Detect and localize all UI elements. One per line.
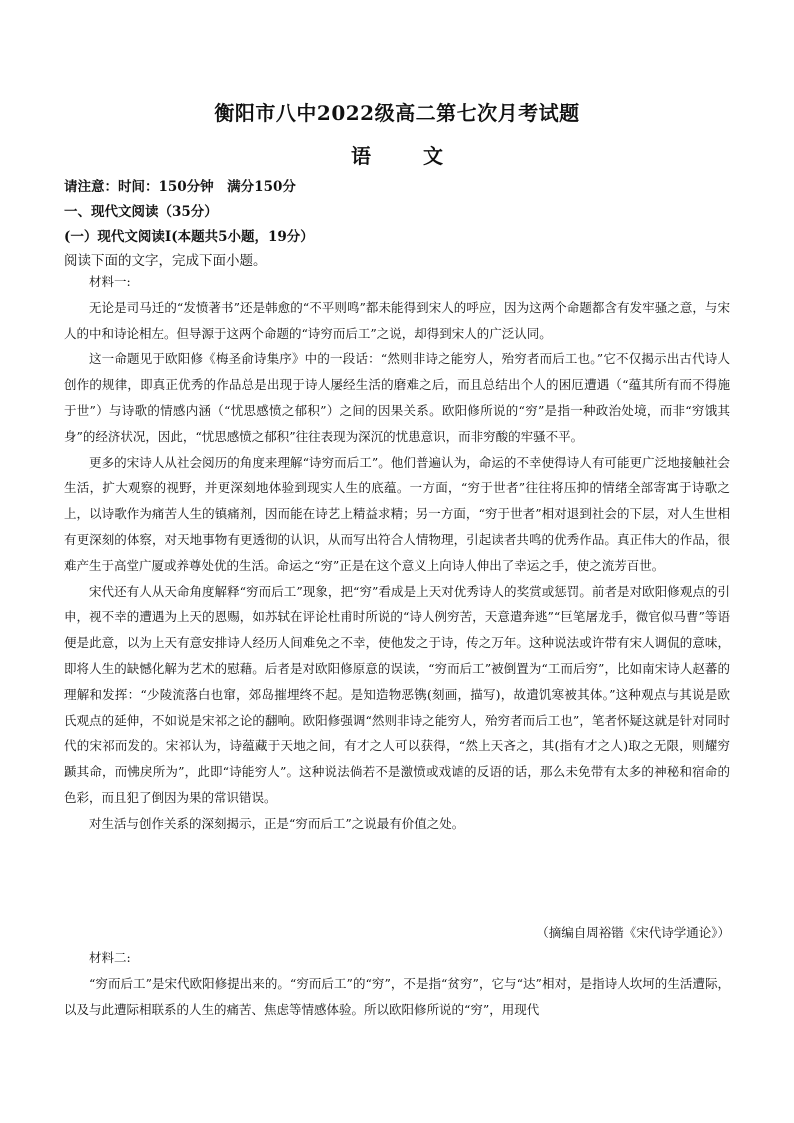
material-two (64, 945, 730, 1022)
paragraph: 更多的宋诗人从社会阅历的角度来理解“诗穷而后工”。他们普遍认为，命运的不幸使得诗人有可能更广泛地接触社会生活，扩大观察的视野，并更深刻地体验到现实人生的底蕴。一方面，“穷于世者”往往将压抑的情绪全部寄寓于诗歌之上，以诗歌作为痛苦人生的镇痛剂，因而能在诗艺上精益求精；另一方面，“穷于世者”相对退到社会的下层，对人生世相有更深刻的体察，对天地事物有更透彻的认识，从而写出符合人情物理，引起读者共鸣的优秀作品。真正伟大的作品，很难产生于高堂广厦或养尊处优的生活。命运之“穷”正是在这个意义上向诗人伸出了幸运之手，使之流芳百世。 (64, 454, 730, 573)
subject-title: 语 文 (351, 144, 459, 168)
reading-instruction: 阅读下面的文字，完成下面小题。 (64, 253, 267, 269)
subsection-heading: (一）现代文阅读Ⅰ(本题共5小题，19分） (64, 229, 314, 245)
exam-title: 衡阳市八中2022级高二第七次月考试题 (214, 101, 580, 125)
paragraph: “穷而后工”是宋代欧阳修提出来的。“穷而后工”的“穷”，不是指“贫穷”，它与“达”相对，是指诗人坎坷的生活遭际，以及与此遭际相联系的人生的痛苦、焦虑等情感体验。所以欧阳修所说的“穷”，用现代 (64, 975, 730, 1017)
section-heading: 一、现代文阅读（35分） (64, 204, 218, 220)
material-label: 材料一: (89, 274, 131, 289)
paragraph: 无论是司马迁的“发愤著书”还是韩愈的“不平则鸣”都未能得到宋人的呼应，因为这两个命题都含有发牢骚之意，与宋人的中和诗论相左。但导源于这两个命题的“诗穷而后工”之说，却得到宋人的广泛认同。 (64, 299, 730, 341)
exam-notice: 请注意：时间：150分钟 满分150分 (64, 179, 296, 195)
material-one (64, 269, 730, 837)
material-source: （摘编自周裕锴《宋代诗学通论》） (536, 925, 730, 940)
paragraph: 对生活与创作关系的深刻揭示，正是“穷而后工”之说最有价值之处。 (89, 815, 465, 831)
paragraph: 这一命题见于欧阳修《梅圣俞诗集序》中的一段话：“然则非诗之能穷人，殆穷者而后工也。”它不仅揭示出古代诗人创作的规律，即真正优秀的作品总是出现于诗人屡经生活的磨难之后，而且总结出个人的困厄遭遇（“蕴其所有而不得施于世”）与诗歌的情感内涵（“忧思感愤之郁积”）之间的因果关系。欧阳修所说的“穷”是指一种政治处境，而非“穷饿其身”的经济状况，因此，“忧思感愤之郁积”往往表现为深沉的忧患意识，而非穷酸的牢骚不平。 (64, 351, 730, 444)
material-label: 材料二: (89, 950, 131, 965)
paragraph: 宋代还有人从天命角度解释“穷而后工”现象，把“穷”看成是上天对优秀诗人的奖赏或惩罚。前者是对欧阳修观点的引申，视不幸的遭遇为上天的恩赐，如苏轼在评论杜甫时所说的“诗人例穷苦，天意遣奔逃”“巨笔屠龙手，微官似马曹”等语便是此意，以为上天有意安排诗人经历人间难免之不幸，使他发之于诗，传之万年。这种说法或许带有宋人调侃的意味，即将人生的缺憾化解为艺术的慰藉。后者是对欧阳修原意的误读，“穷而后工”被倒置为“工而后穷”，比如南宋诗人赵蕃的理解和发挥：“少陵流落白也窜，郊岛摧埋终不起。是知造物恶镌(刻画，描写)，故遣饥寒被其体。”这种观点与其说是欧氏观点的延伸，不如说是宋祁之论的翻响。欧阳修强调“然则非诗之能穷人，殆穷者而后工也”，笔者怀疑这就是针对同时代的宋祁而发的。宋祁认为，诗蕴藏于天地之间，有才之人可以获得，“然上天吝之，其(指有才之人)取之无限，则耀穷踬其命，而怫戾所为”，此即“诗能穷人”。这种说法倘若不是激愤或戏谑的反语的话，那么未免带有太多的神秘和宿命的色彩，而且犯了倒因为果的常识错误。 (64, 583, 730, 805)
